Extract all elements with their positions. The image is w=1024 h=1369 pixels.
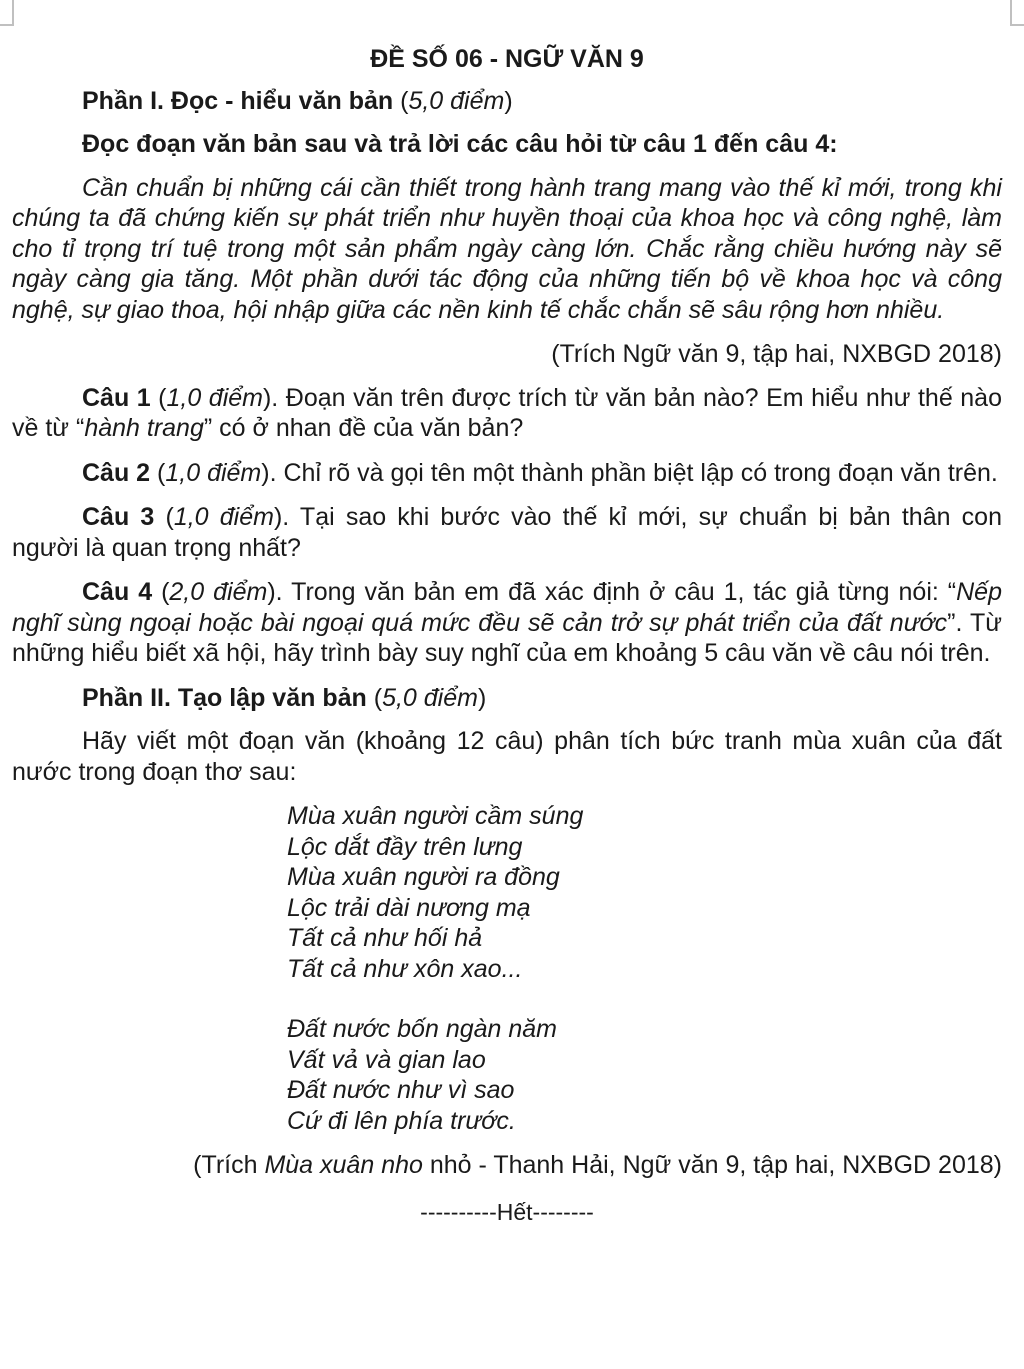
question-quote: Nếp nghĩ sùng ngoại hoặc bài ngoại quá mức đều sẽ cản trở sự phát triển của đất nước: [12, 578, 1002, 637]
document-page: [12, 44, 1002, 1227]
question-text: ). Chỉ rõ và gọi tên một thành phần biệt lập có trong đoạn văn trên.: [261, 458, 998, 487]
poem-line: Tất cả như xôn xao...: [287, 954, 523, 983]
end-mark: ----------Hết--------: [420, 1198, 594, 1225]
question-points: 1,0 điểm: [165, 458, 262, 487]
poem-line: Mùa xuân người ra đồng: [287, 863, 560, 891]
stanza-gap: [287, 984, 1002, 1014]
poem-line: Lộc dắt đầy trên lưng: [287, 832, 523, 861]
question-4: Câu 4 (2,0 điểm). Trong văn bản em đã xác định ở câu 1, tác giả từng nói: “Nếp nghĩ sùng ngoại hoặc bài ngoại quá mức đều sẽ cản trở sự phát triển của đất nước”. Từ những hiểu biết xã hội, hãy trình bày suy nghĩ của em khoảng 5 câu văn về câu nói trên.: [12, 578, 1002, 667]
question-label: Câu 3: [82, 503, 155, 531]
part2-heading: Phần II. Tạo lập văn bản (5,0 điểm): [82, 683, 487, 712]
exam-title: ĐỀ SỐ 06 - NGỮ VĂN 9: [370, 45, 644, 73]
question-points: 1,0 điểm: [173, 503, 274, 531]
part1-heading-text: Phần I. Đọc - hiểu văn bản: [82, 86, 394, 115]
part2-points: 5,0 điểm: [382, 683, 478, 712]
question-3: Câu 3 (1,0 điểm). Tại sao khi bước vào thế kỉ mới, sự chuẩn bị bản thân con người là quan trọng nhất?: [12, 503, 1002, 562]
poem-source-title: Mùa xuân nho: [264, 1151, 423, 1179]
question-1: Câu 1 (1,0 điểm). Đoạn văn trên được trích từ văn bản nào? Em hiểu như thế nào về từ “hành trang” có ở nhan đề của văn bản?: [12, 383, 1002, 442]
poem-line: Đất nước như vì sao: [287, 1076, 515, 1104]
poem-line: Đất nước bốn ngàn năm: [287, 1015, 558, 1043]
page-corner-mark-right: [1010, 0, 1024, 26]
question-label: Câu 4: [82, 578, 153, 606]
poem-source: [12, 1150, 1002, 1181]
part2-heading-text: Phần II. Tạo lập văn bản: [82, 683, 367, 712]
page-corner-mark-left: [0, 0, 14, 26]
part1-heading: Phần I. Đọc - hiểu văn bản (5,0 điểm): [82, 86, 513, 115]
writing-prompt: Hãy viết một đoạn văn (khoảng 12 câu) phân tích bức tranh mùa xuân của đất nước trong đoạn thơ sau:: [12, 727, 1002, 786]
passage-source: (Trích Ngữ văn 9, tập hai, NXBGD 2018): [551, 340, 1002, 368]
poem-line: Vất vả và gian lao: [287, 1045, 486, 1074]
question-label: Câu 2: [82, 458, 151, 487]
question-text: ). Đoạn văn trên được trích từ văn bản nào? Em hiểu như thế nào về từ “: [12, 383, 1002, 442]
part1-instruction: Đọc đoạn văn bản sau và trả lời các câu hỏi từ câu 1 đến câu 4:: [82, 130, 838, 158]
question-points: 2,0 điểm: [169, 578, 268, 606]
question-text-end: ” có ở nhan đề của văn bản?: [203, 414, 524, 442]
poem: [287, 801, 1002, 1136]
question-points: 1,0 điểm: [166, 383, 263, 412]
question-label: Câu 1: [82, 383, 151, 412]
question-quote: hành trang: [84, 414, 204, 442]
poem-line: Tất cả như hối hả: [287, 924, 483, 952]
question-text-end: ”. Từ những hiểu biết xã hội, hãy trình bày suy nghĩ của em khoảng 5 câu văn về câu nói trên.: [12, 608, 1002, 667]
poem-line: Mùa xuân người cầm súng: [287, 802, 584, 830]
poem-source-prefix: (Trích: [193, 1151, 265, 1179]
reading-passage: Cần chuẩn bị những cái cần thiết trong hành trang mang vào thế kỉ mới, trong khi chúng ta đã chứng kiến sự phát triển như huyền thoại của khoa học và công nghệ, làm cho tỉ trọng trí tuệ trong một sản phẩm ngày càng lớn. Chắc rằng chiều hướng này sẽ ngày càng gia tăng. Một phần dưới tác động của những tiến bộ về khoa học và công nghệ, sự giao thoa, hội nhập giữa các nền kinh tế chắc chắn sẽ sâu rộng hơn nhiều.: [12, 173, 1002, 324]
poem-line: Lộc trải dài nương mạ: [287, 893, 531, 922]
question-text: ). Tại sao khi bước vào thế kỉ mới, sự chuẩn bị bản thân con người là quan trọng nhất?: [12, 503, 1002, 562]
question-text: ). Trong văn bản em đã xác định ở câu 1, tác giả từng nói: “: [267, 578, 957, 606]
poem-source-suffix: nhỏ - Thanh Hải, Ngữ văn 9, tập hai, NXBGD 2018): [422, 1151, 1002, 1179]
poem-line: Cứ đi lên phía trước.: [287, 1106, 516, 1135]
part1-points: 5,0 điểm: [408, 86, 505, 115]
question-2: Câu 2 (1,0 điểm). Chỉ rõ và gọi tên một thành phần biệt lập có trong đoạn văn trên.: [82, 458, 998, 487]
